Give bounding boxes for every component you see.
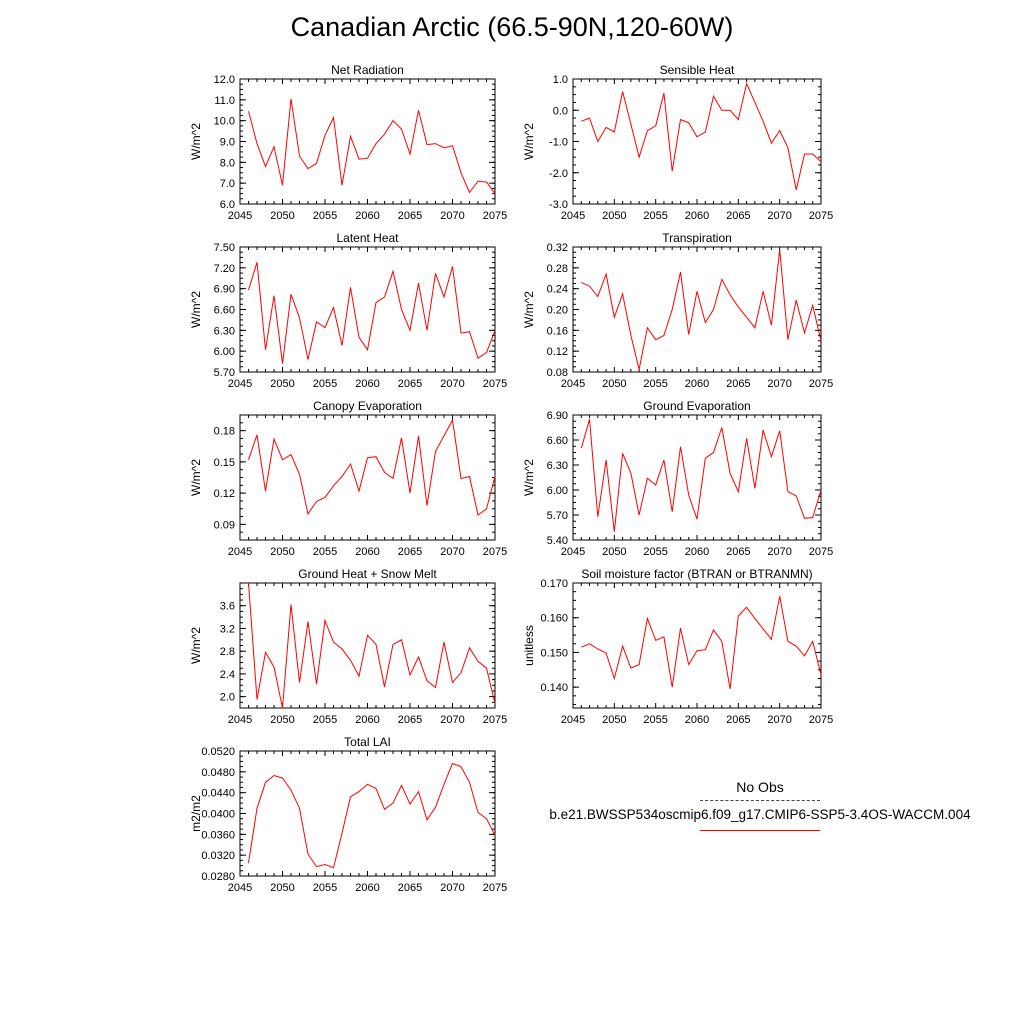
x-tick-label: 2050 [602, 714, 627, 726]
chart-title: Soil moisture factor (BTRAN or BTRANMN) [581, 567, 813, 581]
y-tick-label: 0.170 [540, 578, 568, 590]
plot-frame [240, 415, 495, 540]
y-tick-label: 0.0440 [201, 787, 235, 800]
y-tick-label: 0.16 [546, 325, 568, 338]
y-tick-label: 2.8 [219, 646, 235, 659]
x-tick-label: 2055 [643, 714, 668, 726]
y-tick-label: 6.30 [546, 460, 568, 472]
x-tick-label: 2055 [312, 210, 338, 222]
y-axis-label: m2/m2 [189, 795, 203, 832]
y-tick-label: 5.70 [213, 367, 235, 379]
y-tick-label: 6.90 [213, 283, 235, 296]
y-axis-label: W/m^2 [189, 291, 203, 328]
legend-case-line [700, 830, 820, 831]
chart-title: Canopy Evaporation [313, 399, 422, 413]
x-tick-label: 2055 [312, 714, 338, 726]
x-tick-label: 2075 [482, 210, 508, 222]
chart-panel-8 [522, 567, 833, 726]
y-tick-label: 10.0 [213, 115, 235, 128]
x-tick-label: 2050 [602, 546, 627, 558]
x-tick-label: 2045 [227, 546, 253, 558]
x-tick-label: 2065 [397, 546, 423, 558]
y-tick-label: 3.6 [219, 600, 235, 613]
x-tick-label: 2070 [767, 210, 792, 222]
chart-panel-7 [189, 567, 507, 726]
plot-frame [573, 79, 821, 204]
x-tick-label: 2050 [270, 714, 295, 726]
plot-frame [240, 79, 495, 204]
chart-title: Sensible Heat [659, 63, 735, 77]
x-tick-label: 2070 [440, 546, 465, 558]
y-tick-label: -2.0 [549, 167, 568, 180]
y-tick-label: 0.20 [546, 304, 568, 317]
x-tick-label: 2075 [808, 378, 834, 390]
x-tick-label: 2060 [684, 546, 710, 558]
series-line [249, 99, 496, 194]
x-tick-label: 2060 [355, 378, 380, 390]
y-tick-label: 0.15 [213, 456, 235, 469]
x-tick-label: 2055 [312, 378, 338, 390]
x-tick-label: 2045 [227, 714, 253, 726]
x-tick-label: 2045 [227, 882, 253, 894]
chart-panel-3 [189, 231, 507, 390]
series-line [249, 262, 496, 363]
chart-panel-5 [189, 399, 507, 558]
y-tick-label: 0.150 [540, 647, 568, 660]
x-tick-label: 2050 [602, 210, 627, 222]
x-tick-label: 2065 [397, 378, 423, 390]
y-tick-label: 0.0280 [201, 871, 235, 883]
x-tick-label: 2075 [482, 378, 508, 390]
plot-frame [240, 751, 495, 876]
y-axis-label: W/m^2 [522, 291, 536, 328]
x-tick-label: 2045 [560, 546, 586, 558]
x-tick-label: 2055 [312, 882, 338, 894]
x-tick-label: 2055 [312, 546, 338, 558]
x-tick-label: 2050 [270, 882, 295, 894]
y-tick-label: 0.18 [213, 425, 235, 438]
x-tick-label: 2045 [560, 210, 586, 222]
y-axis-label: unitless [522, 625, 536, 666]
y-tick-label: 0.12 [213, 488, 235, 501]
x-tick-label: 2070 [440, 378, 465, 390]
y-tick-label: 0.0520 [201, 746, 235, 758]
x-tick-label: 2060 [684, 714, 710, 726]
x-tick-label: 2070 [767, 546, 792, 558]
y-tick-label: 0.140 [540, 682, 568, 695]
x-tick-label: 2060 [355, 714, 380, 726]
chart-title: Total LAI [344, 735, 391, 749]
y-tick-label: 0.0 [552, 105, 568, 118]
x-tick-label: 2075 [482, 546, 508, 558]
x-tick-label: 2060 [355, 546, 380, 558]
x-tick-label: 2050 [270, 210, 295, 222]
y-tick-label: 0.24 [546, 283, 568, 296]
y-tick-label: 0.160 [540, 612, 568, 625]
x-tick-label: 2070 [767, 714, 792, 726]
x-tick-label: 2065 [397, 882, 423, 894]
y-tick-label: 6.00 [213, 346, 235, 359]
x-tick-label: 2045 [560, 378, 586, 390]
y-tick-label: 6.60 [213, 304, 235, 317]
chart-panel-9 [189, 735, 507, 894]
x-tick-label: 2045 [227, 378, 253, 390]
chart-title: Ground Evaporation [643, 399, 751, 413]
y-tick-label: -1.0 [549, 136, 568, 149]
y-tick-label: 1.0 [552, 74, 568, 86]
y-tick-label: 0.09 [213, 519, 235, 532]
y-tick-label: 2.0 [219, 691, 235, 704]
legend-obs-line [700, 800, 820, 801]
plot-frame [240, 247, 495, 372]
series-line [581, 596, 821, 689]
y-tick-label: 9.0 [219, 136, 235, 149]
x-tick-label: 2075 [808, 546, 834, 558]
y-tick-label: 0.28 [546, 262, 568, 275]
x-tick-label: 2065 [397, 714, 423, 726]
chart-title: Net Radiation [331, 63, 404, 77]
y-tick-label: 5.40 [546, 535, 568, 547]
y-tick-label: 7.0 [219, 178, 235, 191]
series-line [581, 419, 821, 532]
y-tick-label: 3.2 [219, 623, 235, 636]
series-line [581, 250, 821, 370]
chart-panel-4 [522, 231, 833, 390]
x-tick-label: 2070 [767, 378, 792, 390]
y-axis-label: W/m^2 [189, 627, 203, 664]
x-tick-label: 2050 [602, 378, 627, 390]
page-title: Canadian Arctic (66.5-90N,120-60W) [290, 12, 734, 42]
x-tick-label: 2075 [482, 714, 508, 726]
y-tick-label: 6.30 [213, 325, 235, 338]
plot-frame [573, 583, 821, 708]
legend-case-label: b.e21.BWSSP534oscmip6.f09_g17.CMIP6-SSP5-3.4OS-WACCM.004 [549, 807, 971, 822]
y-tick-label: 0.0360 [201, 829, 235, 842]
y-tick-label: 8.0 [219, 157, 235, 170]
x-tick-label: 2065 [726, 714, 751, 726]
chart-panel-6 [522, 399, 833, 558]
series-line [249, 764, 496, 868]
y-tick-label: 2.4 [219, 668, 235, 681]
plot-frame [573, 415, 821, 540]
y-axis-label: W/m^2 [522, 123, 536, 160]
y-tick-label: 6.0 [219, 199, 235, 211]
y-tick-label: 11.0 [214, 94, 235, 107]
x-tick-label: 2075 [482, 882, 508, 894]
x-tick-label: 2060 [684, 378, 710, 390]
y-tick-label: 7.50 [213, 242, 235, 254]
y-tick-label: 0.08 [546, 367, 568, 379]
legend-obs-label: No Obs [736, 779, 784, 795]
chart-panel-2 [522, 63, 833, 222]
y-tick-label: 0.0320 [201, 850, 235, 863]
x-tick-label: 2075 [808, 714, 834, 726]
y-tick-label: 5.70 [546, 510, 568, 522]
x-tick-label: 2055 [643, 546, 668, 558]
x-tick-label: 2065 [726, 210, 751, 222]
y-tick-label: 6.90 [546, 410, 568, 422]
series-line [581, 84, 821, 190]
x-tick-label: 2045 [227, 210, 253, 222]
y-tick-label: 12.0 [213, 74, 235, 86]
y-axis-label: W/m^2 [522, 459, 536, 496]
chart-title: Latent Heat [336, 231, 399, 245]
y-tick-label: 0.32 [546, 242, 568, 254]
x-tick-label: 2070 [440, 714, 465, 726]
x-tick-label: 2050 [270, 546, 295, 558]
x-tick-label: 2070 [440, 210, 465, 222]
x-tick-label: 2065 [397, 210, 423, 222]
x-tick-label: 2060 [355, 210, 380, 222]
y-tick-label: 7.20 [213, 262, 235, 275]
y-tick-label: 6.00 [546, 485, 568, 497]
y-tick-label: 0.12 [546, 346, 568, 359]
y-tick-label: 6.60 [546, 435, 568, 447]
series-line [249, 583, 496, 708]
y-tick-label: 0.0480 [201, 766, 235, 779]
plot-frame [573, 247, 821, 372]
chart-panel-1 [189, 63, 507, 222]
chart-title: Ground Heat + Snow Melt [298, 567, 437, 581]
x-tick-label: 2075 [808, 210, 834, 222]
series-line [249, 420, 496, 515]
x-tick-label: 2055 [643, 378, 668, 390]
x-tick-label: 2065 [726, 378, 751, 390]
x-tick-label: 2060 [355, 882, 380, 894]
y-axis-label: W/m^2 [189, 123, 203, 160]
y-axis-label: W/m^2 [189, 459, 203, 496]
y-tick-label: 0.0400 [201, 808, 235, 821]
x-tick-label: 2060 [684, 210, 710, 222]
x-tick-label: 2045 [560, 714, 586, 726]
x-tick-label: 2070 [440, 882, 465, 894]
x-tick-label: 2050 [270, 378, 295, 390]
y-tick-label: -3.0 [549, 199, 568, 211]
x-tick-label: 2055 [643, 210, 668, 222]
chart-title: Transpiration [662, 231, 732, 245]
x-tick-label: 2065 [726, 546, 751, 558]
